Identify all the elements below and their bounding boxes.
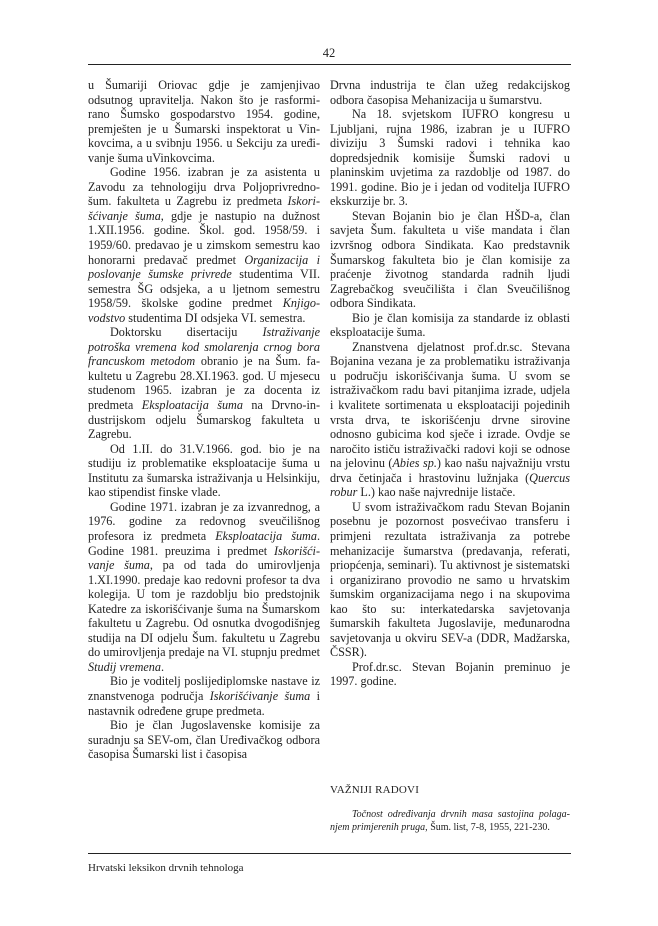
footer-text: Hrvatski leksikon drvnih tehnologa xyxy=(88,862,244,874)
paragraph: Prof.dr.sc. Stevan Bojanin preminuo je 1997. godine. xyxy=(330,659,570,689)
page-number: 42 xyxy=(322,46,336,60)
left-column xyxy=(88,78,320,762)
paragraph: U svom istraživačkom radu Stevan Bojanin posebnu je pozornost posvećivao transferu i primjeni rezultata istraživanja za potrebe mehanizacije šumarstva (predavanja, referati, priopćenja, seminari). Tu aktivnost je sistematski i organizirano provodio ne samo u hrvatskim šumskim organizacijama nego i na skupovima kao što su: interkatedarska savjetovanja šumarskih fakulteta Jugoslavije, međunarodna savjetovanja u okviru SEV-a (DDR, Madžarska, ČSSR). xyxy=(330,499,570,660)
paragraph: Bio je član Jugoslavenske komisije za suradnju sa SEV-om, član Uređivačkog odbora časopisa Šumarski list i časopisa xyxy=(88,718,320,762)
paragraph: Godine 1971. izabran je za izvanrednog, a 1976. godine za redovnog sveučilišnog profesora iz predmeta Eksploatacija šuma. Godine 1981. preuzima i predmet Iskorišćivanje šuma, pa od tada do umirovljenja 1.XI.1990. predaje kao redovni profesor ta dva kolegija. U tom je razdoblju bio predstojnik Katedre za iskorišćivanje šuma na Šumarskom fakultetu u Zagrebu. Od osnutka dvogodišnjeg studija na DI odjelu Šum. fakultetu u Zagrebu do umirovljenja predaje na VI. stupnju predmet Studij vremena. xyxy=(88,499,320,674)
paragraph: Znanstvena djelatnost prof.dr.sc. Stevana Bojanina vezana je za problematiku istraživanja u području iskorišćivanja šuma. U svom se istraživačkom radu bavi pitanjima izrade, udjela i kvalitete sortimenata u eksploataciji pojedinih vrsta drva, te iskorišćenju drvne sirovine odnosno gubicima kod sječe i izrade. Ovdje se naročito ističu istraživački radovi koji se odnose na jelovinu (Abies sp.) kao našu najvažniju vrstu drva četinjača i hrastovinu lužnjaka (Quercus robur L.) kao naše najvrednije listače. xyxy=(330,339,570,500)
paragraph: Bio je član komisija za standarde iz oblasti eksploatacije šuma. xyxy=(330,310,570,340)
paragraph: Na 18. svjetskom IUFRO kongresu u Ljubljani, rujna 1986, izabran je u IUFRO diviziju 3 Šumski radovi i tehnika kao dopredsjednik komisije Šumski radovi u planinskim uvjetima za razdoblje od 1987. do 1991. godine. Bio je i jedan od voditelja IUFRO ekskurzije br. 3. xyxy=(330,107,570,209)
paragraph: Godine 1956. izabran je za asistenta u Zavodu za tehnologiju drva Poljoprivredno-šum. fakulteta u Zagrebu iz predmeta Iskorišćivanje šuma, gdje je nastupio na dužnost 1.XII.1956. godine. Škol. god. 1958/59. i 1959/60. predavao je u zimskom semestru kao honorarni predavač predmet Organizacija i poslovanje šumske privrede studentima VII. semestra ŠG odsjeka, a u ljetnom semestru 1958/59. školske godine predmet Knjigovodstvo studentima DI odsjeka VI. semestra. xyxy=(88,165,320,325)
bibliography-entry: Točnost određivanja drvnih masa sastojina polaganjem primjerenih pruga, Šum. list, 7-8, 1955, 221-230. xyxy=(330,809,570,833)
paragraph: Stevan Bojanin bio je član HŠD-a, član savjeta Šum. fakulteta u više mandata i član izvršnog odbora Sindikata. Kao predstavnik Šumarskog fakulteta bio je član komisije za praćenje životnog standarda radnih ljudi Zagrebačkog sveučilišta i član Sveučilišnog odbora Sindikata. xyxy=(330,208,570,311)
paragraph: Od 1.II. do 31.V.1966. god. bio je na studiju iz problematike eksploatacije šuma u Institutu za šumarska istraživanja u Helsinkiju, kao stipendist finske vlade. xyxy=(88,441,320,500)
header-rule xyxy=(88,64,571,65)
footer-rule xyxy=(88,853,571,854)
paragraph: u Šumariji Oriovac gdje je zamjenjivao odsutnog upravitelja. Nakon što je rasformirano Šumsko gospodarstvo 1954. godine, premješten je u Šumarski inspektorat u Vinkovcima, a u svibnju 1956. u Sekciju za uređivanje šuma uVinkovcima. xyxy=(88,78,320,165)
right-column xyxy=(330,78,570,689)
section-heading: VAŽNIJI RADOVI xyxy=(330,784,420,796)
paragraph: Doktorsku disertaciju Istraživanje potroška vremena kod smolarenja crnog bora francuskom metodom obranio je na Šum. fakultetu u Zagrebu 28.XI.1963. god. U mjesecu studenom 1965. izabran je za docenta iz predmeta Eksploatacija šuma na Drvno-industrijskom odjelu Šumarskog fakulteta u Zagrebu. xyxy=(88,325,321,442)
paragraph: Bio je voditelj poslijediplomske nastave iz znanstvenoga područja Iskorišćivanje šuma i nastavnik određene grupe predmeta. xyxy=(88,674,320,718)
paragraph: Drvna industrija te član užeg redakcijskog odbora časopisa Mehanizacija u šumarstvu. xyxy=(330,78,570,107)
